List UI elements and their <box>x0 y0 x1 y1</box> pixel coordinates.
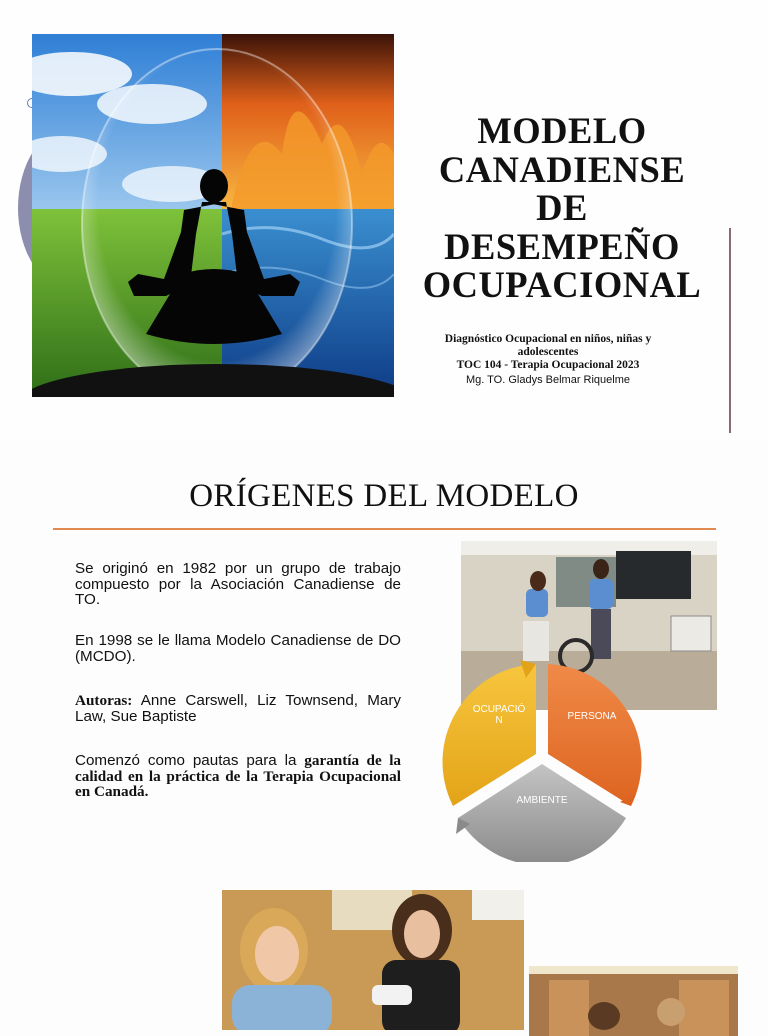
heading-underline <box>53 528 716 530</box>
paragraph-origin-1982: Se originó en 1982 por un grupo de trabajo compuesto por la Asociación Canadiense de TO. <box>75 560 401 608</box>
vertical-divider <box>729 228 731 433</box>
slide-photos <box>0 870 768 1024</box>
hero-image-meditation-elements <box>32 34 394 397</box>
title-line: CANADIENSE <box>438 148 686 190</box>
title-line: DESEMPEÑO <box>444 225 680 267</box>
subtitle-line: Diagnóstico Ocupacional en niños, niñas y <box>444 333 652 345</box>
title-line: MODELO <box>477 110 647 152</box>
kitchen-therapy-photo <box>529 966 738 1036</box>
authors-label: Autoras: <box>75 692 133 709</box>
slide-subtitle <box>414 333 682 387</box>
subtitle-line: TOC 104 - Terapia Ocupacional 2023 <box>456 359 640 371</box>
pep-cycle-diagram <box>436 656 648 862</box>
label-environment: AMBIENTE <box>516 795 568 806</box>
subtitle-line: adolescentes <box>517 346 579 358</box>
paragraph-name-1998: En 1998 se le llama Modelo Canadiense de DO (MCDO). <box>75 632 401 665</box>
title-line: OCUPACIONAL <box>422 264 702 306</box>
authors-list: Anne Carswell, Liz Townsend, Mary Law, Sue Baptiste <box>75 692 401 725</box>
label-occupation <box>462 704 536 726</box>
label-occupation-line1: OCUPACIÓ <box>472 704 526 715</box>
label-person: PERSONA <box>567 711 617 722</box>
purpose-bold: garantía de la calidad en la práctica de la Terapia Ocupacional en Canadá. <box>75 752 402 800</box>
purpose-text: Comenzó como pautas para la <box>75 752 305 769</box>
slide-title <box>0 0 768 440</box>
paragraph-authors <box>75 693 401 724</box>
slide-origins <box>0 444 768 864</box>
paragraph-purpose <box>75 753 401 800</box>
title-line: DE <box>536 187 588 229</box>
origins-heading: ORÍGENES DEL MODELO <box>189 478 579 514</box>
therapist-and-child-photo <box>222 890 524 1030</box>
slide-title-heading <box>412 112 712 305</box>
label-occupation-line2: N <box>495 715 503 726</box>
author-name: Mg. TO. Gladys Belmar Riquelme <box>465 374 631 386</box>
